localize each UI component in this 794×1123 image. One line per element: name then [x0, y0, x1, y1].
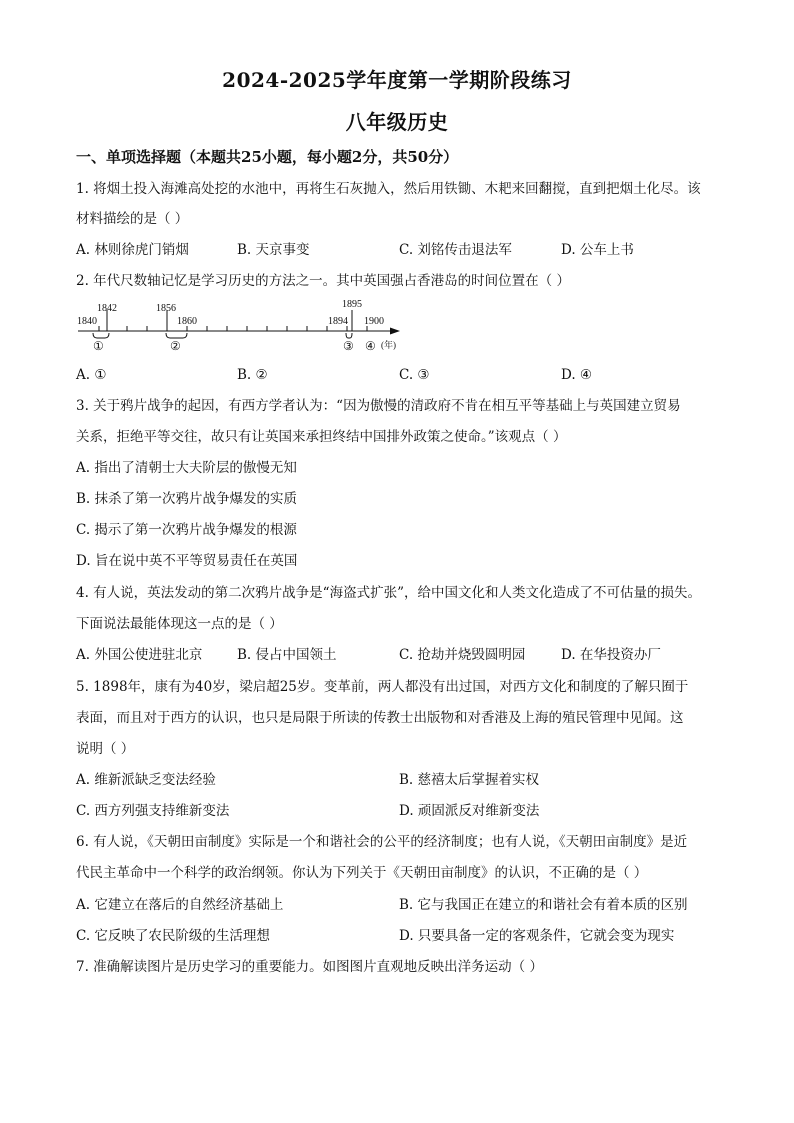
q2-option-c: C. ③ — [399, 367, 430, 383]
bracket-2 — [166, 333, 187, 338]
q5-option-d: D. 顽固派反对维新变法 — [399, 803, 540, 819]
q5-option-c: C. 西方列强支持维新变法 — [76, 803, 230, 819]
timeline-label-1856: 1856 — [156, 303, 176, 314]
q3-stem-line-1: 3. 关于鸦片战争的起因，有西方学者认为：“因为傲慢的清政府不肯在相互平等基础上与英国建立贸易 — [76, 398, 681, 414]
q3-option-d: D. 旨在说中英不平等贸易责任在英国 — [76, 553, 298, 569]
q1-option-b: B. 天京事变 — [237, 242, 310, 258]
q7-stem: 7. 准确解读图片是历史学习的重要能力。如图图片直观地反映出洋务运动（ ） — [76, 959, 543, 975]
timeline-label-1842: 1842 — [97, 303, 117, 314]
timeline-label-1895: 1895 — [342, 299, 362, 310]
timeline-marker-4: ④ — [365, 339, 376, 353]
q1-stem-line-1: 1. 将烟土投入海滩高处挖的水池中，再将生石灰抛入，然后用铁锄、木耙来回翻搅，直到把烟土化尽。该 — [76, 181, 701, 197]
timeline-label-1860: 1860 — [177, 316, 197, 327]
q6-option-a: A. 它建立在落后的自然经济基础上 — [76, 897, 284, 913]
q5-stem-line-2: 表面，而且对于西方的认识，也只是局限于所读的传教士出版物和对香港及上海的殖民管理中见闻。这 — [76, 710, 684, 726]
q2-option-a: A. ① — [76, 367, 107, 383]
q2-stem: 2. 年代尺数轴记忆是学习历史的方法之一。其中英国强占香港岛的时间位置在（ ） — [76, 273, 570, 289]
timeline-label-1840: 1840 — [77, 316, 97, 327]
q5-option-a: A. 维新派缺乏变法经验 — [76, 772, 216, 788]
q6-stem-line-1: 6. 有人说，《天朝田亩制度》实际是一个和谐社会的公平的经济制度；也有人说，《天朝田亩制度》是近 — [76, 834, 688, 850]
q5-stem-line-3: 说明（ ） — [76, 741, 135, 757]
q6-option-d: D. 只要具备一定的客观条件，它就会变为现实 — [399, 928, 675, 944]
q5-option-b: B. 慈禧太后掌握着实权 — [399, 772, 540, 788]
q1-option-a: A. 林则徐虎门销烟 — [76, 242, 189, 258]
q6-option-b: B. 它与我国正在建立的和谐社会有着本质的区别 — [399, 897, 688, 913]
q2-option-d: D. ④ — [561, 367, 593, 383]
timeline-label-1894: 1894 — [328, 316, 348, 327]
q1-option-c: C. 刘铭传击退法军 — [399, 242, 512, 258]
exam-title: 2024-2025学年度第一学期阶段练习 — [222, 68, 572, 92]
timeline-marker-1: ① — [93, 339, 104, 353]
exam-subject: 八年级历史 — [345, 110, 449, 134]
timeline-marker-3: ③ — [343, 339, 354, 353]
timeline-figure — [76, 298, 416, 358]
section-heading: 一、单项选择题（本题共25小题，每小题2分，共50分） — [76, 148, 459, 166]
q4-option-b: B. 侵占中国领土 — [237, 647, 337, 663]
q6-stem-line-2: 代民主革命中一个科学的政治纲领。你认为下列关于《天朝田亩制度》的认识，不正确的是（ ） — [76, 865, 648, 881]
q4-option-c: C. 抢劫并烧毁圆明园 — [399, 647, 526, 663]
q4-stem-line-1: 4. 有人说，英法发动的第二次鸦片战争是“海盗式扩张”，给中国文化和人类文化造成了不可估量的损失。 — [76, 585, 701, 601]
timeline-label-1900: 1900 — [364, 316, 384, 327]
q5-stem-line-1: 5. 1898年，康有为40岁，梁启超25岁。变革前，两人都没有出过国，对西方文化和制度的了解只囿于 — [76, 679, 689, 695]
bracket-3 — [346, 333, 352, 338]
q4-option-a: A. 外国公使进驻北京 — [76, 647, 203, 663]
q2-option-b: B. ② — [237, 367, 268, 383]
q3-option-b: B. 抹杀了第一次鸦片战争爆发的实质 — [76, 491, 298, 507]
q3-stem-line-2: 关系，拒绝平等交往，故只有让英国来承担终结中国排外政策之使命。”该观点（ ） — [76, 429, 567, 445]
q4-stem-line-2: 下面说法最能体现这一点的是（ ） — [76, 616, 283, 632]
q3-option-a: A. 指出了清朝士大夫阶层的傲慢无知 — [76, 460, 297, 476]
q1-option-d: D. 公车上书 — [561, 242, 634, 258]
timeline-unit: (年) — [381, 340, 396, 350]
q1-stem-line-2: 材料描绘的是（ ） — [76, 211, 189, 227]
timeline-marker-2: ② — [170, 339, 181, 353]
q4-option-d: D. 在华投资办厂 — [561, 647, 661, 663]
bracket-1 — [93, 333, 109, 338]
timeline-arrow — [390, 328, 400, 335]
q3-option-c: C. 揭示了第一次鸦片战争爆发的根源 — [76, 522, 297, 538]
q6-option-c: C. 它反映了农民阶级的生活理想 — [76, 928, 270, 944]
